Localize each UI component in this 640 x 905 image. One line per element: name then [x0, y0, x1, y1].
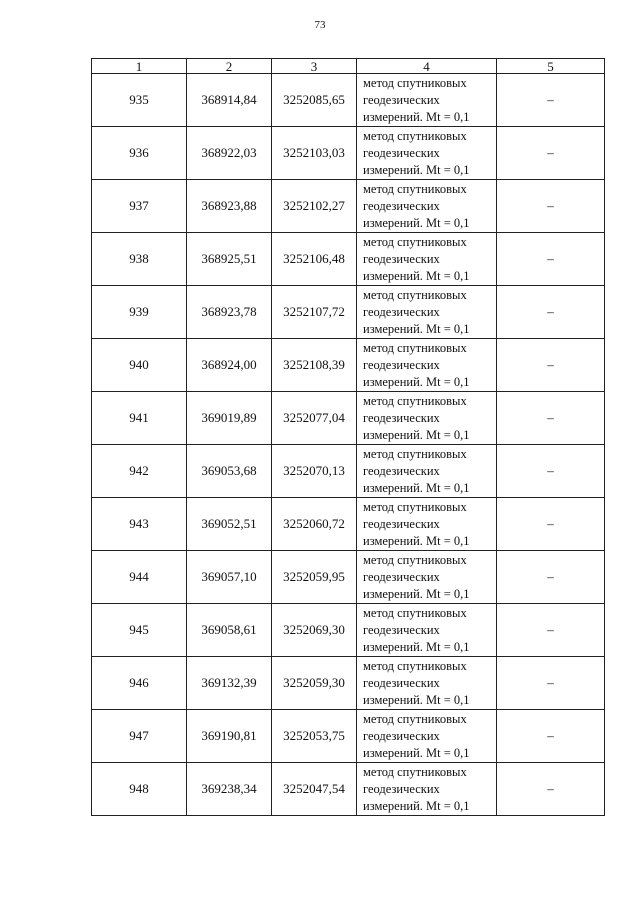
- table-row: [92, 127, 605, 180]
- table-row: [92, 604, 605, 657]
- method-text-line: метод спутниковых: [363, 711, 467, 726]
- method-cell: [357, 445, 497, 498]
- dash-cell: –: [497, 286, 605, 339]
- table-row: [92, 286, 605, 339]
- column-header-5: 5: [497, 59, 605, 74]
- point-number-cell: 935: [92, 74, 187, 127]
- y-coordinate-cell: 3252103,03: [272, 127, 357, 180]
- method-text-line: геодезических: [363, 357, 440, 372]
- method-text-line: геодезических: [363, 622, 440, 637]
- point-number-cell: 946: [92, 657, 187, 710]
- method-cell: [357, 286, 497, 339]
- method-text-line: метод спутниковых: [363, 393, 467, 408]
- dash-cell: –: [497, 551, 605, 604]
- method-text-line: метод спутниковых: [363, 75, 467, 90]
- dash-cell: –: [497, 127, 605, 180]
- method-cell: [357, 180, 497, 233]
- method-cell: [357, 763, 497, 816]
- dash-cell: –: [497, 339, 605, 392]
- table-row: [92, 392, 605, 445]
- method-text-line: измерений. Mt = 0,1: [363, 268, 470, 283]
- method-text-line: измерений. Mt = 0,1: [363, 586, 470, 601]
- point-number-cell: 937: [92, 180, 187, 233]
- point-number-cell: 938: [92, 233, 187, 286]
- method-text-line: геодезических: [363, 145, 440, 160]
- dash-cell: –: [497, 498, 605, 551]
- method-text-line: геодезических: [363, 728, 440, 743]
- method-text-line: измерений. Mt = 0,1: [363, 374, 470, 389]
- method-text-line: метод спутниковых: [363, 764, 467, 779]
- method-text-line: измерений. Mt = 0,1: [363, 692, 470, 707]
- x-coordinate-cell: 368923,88: [187, 180, 272, 233]
- method-cell: [357, 233, 497, 286]
- table-row: [92, 339, 605, 392]
- x-coordinate-cell: 369053,68: [187, 445, 272, 498]
- y-coordinate-cell: 3252106,48: [272, 233, 357, 286]
- method-text-line: метод спутниковых: [363, 499, 467, 514]
- page-number: 73: [314, 19, 326, 31]
- dash-cell: –: [497, 74, 605, 127]
- y-coordinate-cell: 3252070,13: [272, 445, 357, 498]
- method-cell: [357, 551, 497, 604]
- y-coordinate-cell: 3252047,54: [272, 763, 357, 816]
- table-row: [92, 180, 605, 233]
- table-row: [92, 445, 605, 498]
- table-body: [92, 74, 605, 816]
- dash-cell: –: [497, 604, 605, 657]
- y-coordinate-cell: 3252059,30: [272, 657, 357, 710]
- method-text-line: геодезических: [363, 569, 440, 584]
- x-coordinate-cell: 368925,51: [187, 233, 272, 286]
- column-header-1: 1: [92, 59, 187, 74]
- method-text-line: геодезических: [363, 463, 440, 478]
- method-cell: [357, 710, 497, 763]
- method-text-line: измерений. Mt = 0,1: [363, 427, 470, 442]
- method-text-line: геодезических: [363, 410, 440, 425]
- table-row: [92, 74, 605, 127]
- y-coordinate-cell: 3252069,30: [272, 604, 357, 657]
- point-number-cell: 936: [92, 127, 187, 180]
- method-text-line: геодезических: [363, 198, 440, 213]
- dash-cell: –: [497, 392, 605, 445]
- x-coordinate-cell: 369052,51: [187, 498, 272, 551]
- table-row: [92, 551, 605, 604]
- method-text-line: метод спутниковых: [363, 287, 467, 302]
- method-text-line: метод спутниковых: [363, 128, 467, 143]
- y-coordinate-cell: 3252085,65: [272, 74, 357, 127]
- method-text-line: измерений. Mt = 0,1: [363, 745, 470, 760]
- point-number-cell: 941: [92, 392, 187, 445]
- method-text-line: измерений. Mt = 0,1: [363, 798, 470, 813]
- dash-cell: –: [497, 763, 605, 816]
- point-number-cell: 943: [92, 498, 187, 551]
- table-row: [92, 763, 605, 816]
- point-number-cell: 945: [92, 604, 187, 657]
- coordinates-table: [91, 58, 605, 816]
- method-text-line: измерений. Mt = 0,1: [363, 533, 470, 548]
- method-text-line: метод спутниковых: [363, 234, 467, 249]
- dash-cell: –: [497, 657, 605, 710]
- y-coordinate-cell: 3252060,72: [272, 498, 357, 551]
- method-text-line: геодезических: [363, 251, 440, 266]
- x-coordinate-cell: 368922,03: [187, 127, 272, 180]
- method-cell: [357, 604, 497, 657]
- table-header-row: [92, 59, 605, 74]
- point-number-cell: 944: [92, 551, 187, 604]
- y-coordinate-cell: 3252053,75: [272, 710, 357, 763]
- point-number-cell: 942: [92, 445, 187, 498]
- method-cell: [357, 127, 497, 180]
- y-coordinate-cell: 3252059,95: [272, 551, 357, 604]
- x-coordinate-cell: 369057,10: [187, 551, 272, 604]
- method-text-line: измерений. Mt = 0,1: [363, 215, 470, 230]
- column-header-3: 3: [272, 59, 357, 74]
- method-cell: [357, 392, 497, 445]
- x-coordinate-cell: 369238,34: [187, 763, 272, 816]
- point-number-cell: 948: [92, 763, 187, 816]
- y-coordinate-cell: 3252077,04: [272, 392, 357, 445]
- x-coordinate-cell: 369190,81: [187, 710, 272, 763]
- column-header-2: 2: [187, 59, 272, 74]
- point-number-cell: 947: [92, 710, 187, 763]
- dash-cell: –: [497, 710, 605, 763]
- method-text-line: измерений. Mt = 0,1: [363, 321, 470, 336]
- method-cell: [357, 657, 497, 710]
- table-row: [92, 233, 605, 286]
- x-coordinate-cell: 368914,84: [187, 74, 272, 127]
- x-coordinate-cell: 368924,00: [187, 339, 272, 392]
- method-cell: [357, 339, 497, 392]
- method-text-line: метод спутниковых: [363, 658, 467, 673]
- table-row: [92, 657, 605, 710]
- method-text-line: метод спутниковых: [363, 552, 467, 567]
- method-text-line: геодезических: [363, 516, 440, 531]
- method-text-line: измерений. Mt = 0,1: [363, 162, 470, 177]
- x-coordinate-cell: 369058,61: [187, 604, 272, 657]
- x-coordinate-cell: 369132,39: [187, 657, 272, 710]
- point-number-cell: 939: [92, 286, 187, 339]
- method-text-line: измерений. Mt = 0,1: [363, 639, 470, 654]
- table-row: [92, 498, 605, 551]
- method-text-line: метод спутниковых: [363, 446, 467, 461]
- table-row: [92, 710, 605, 763]
- dash-cell: –: [497, 445, 605, 498]
- method-text-line: геодезических: [363, 781, 440, 796]
- method-text-line: геодезических: [363, 304, 440, 319]
- method-text-line: геодезических: [363, 675, 440, 690]
- y-coordinate-cell: 3252102,27: [272, 180, 357, 233]
- dash-cell: –: [497, 180, 605, 233]
- y-coordinate-cell: 3252108,39: [272, 339, 357, 392]
- method-text-line: метод спутниковых: [363, 340, 467, 355]
- point-number-cell: 940: [92, 339, 187, 392]
- method-text-line: измерений. Mt = 0,1: [363, 109, 470, 124]
- method-text-line: геодезических: [363, 92, 440, 107]
- y-coordinate-cell: 3252107,72: [272, 286, 357, 339]
- method-cell: [357, 498, 497, 551]
- method-cell: [357, 74, 497, 127]
- method-text-line: измерений. Mt = 0,1: [363, 480, 470, 495]
- x-coordinate-cell: 368923,78: [187, 286, 272, 339]
- x-coordinate-cell: 369019,89: [187, 392, 272, 445]
- method-text-line: метод спутниковых: [363, 605, 467, 620]
- method-text-line: метод спутниковых: [363, 181, 467, 196]
- column-header-4: 4: [357, 59, 497, 74]
- dash-cell: –: [497, 233, 605, 286]
